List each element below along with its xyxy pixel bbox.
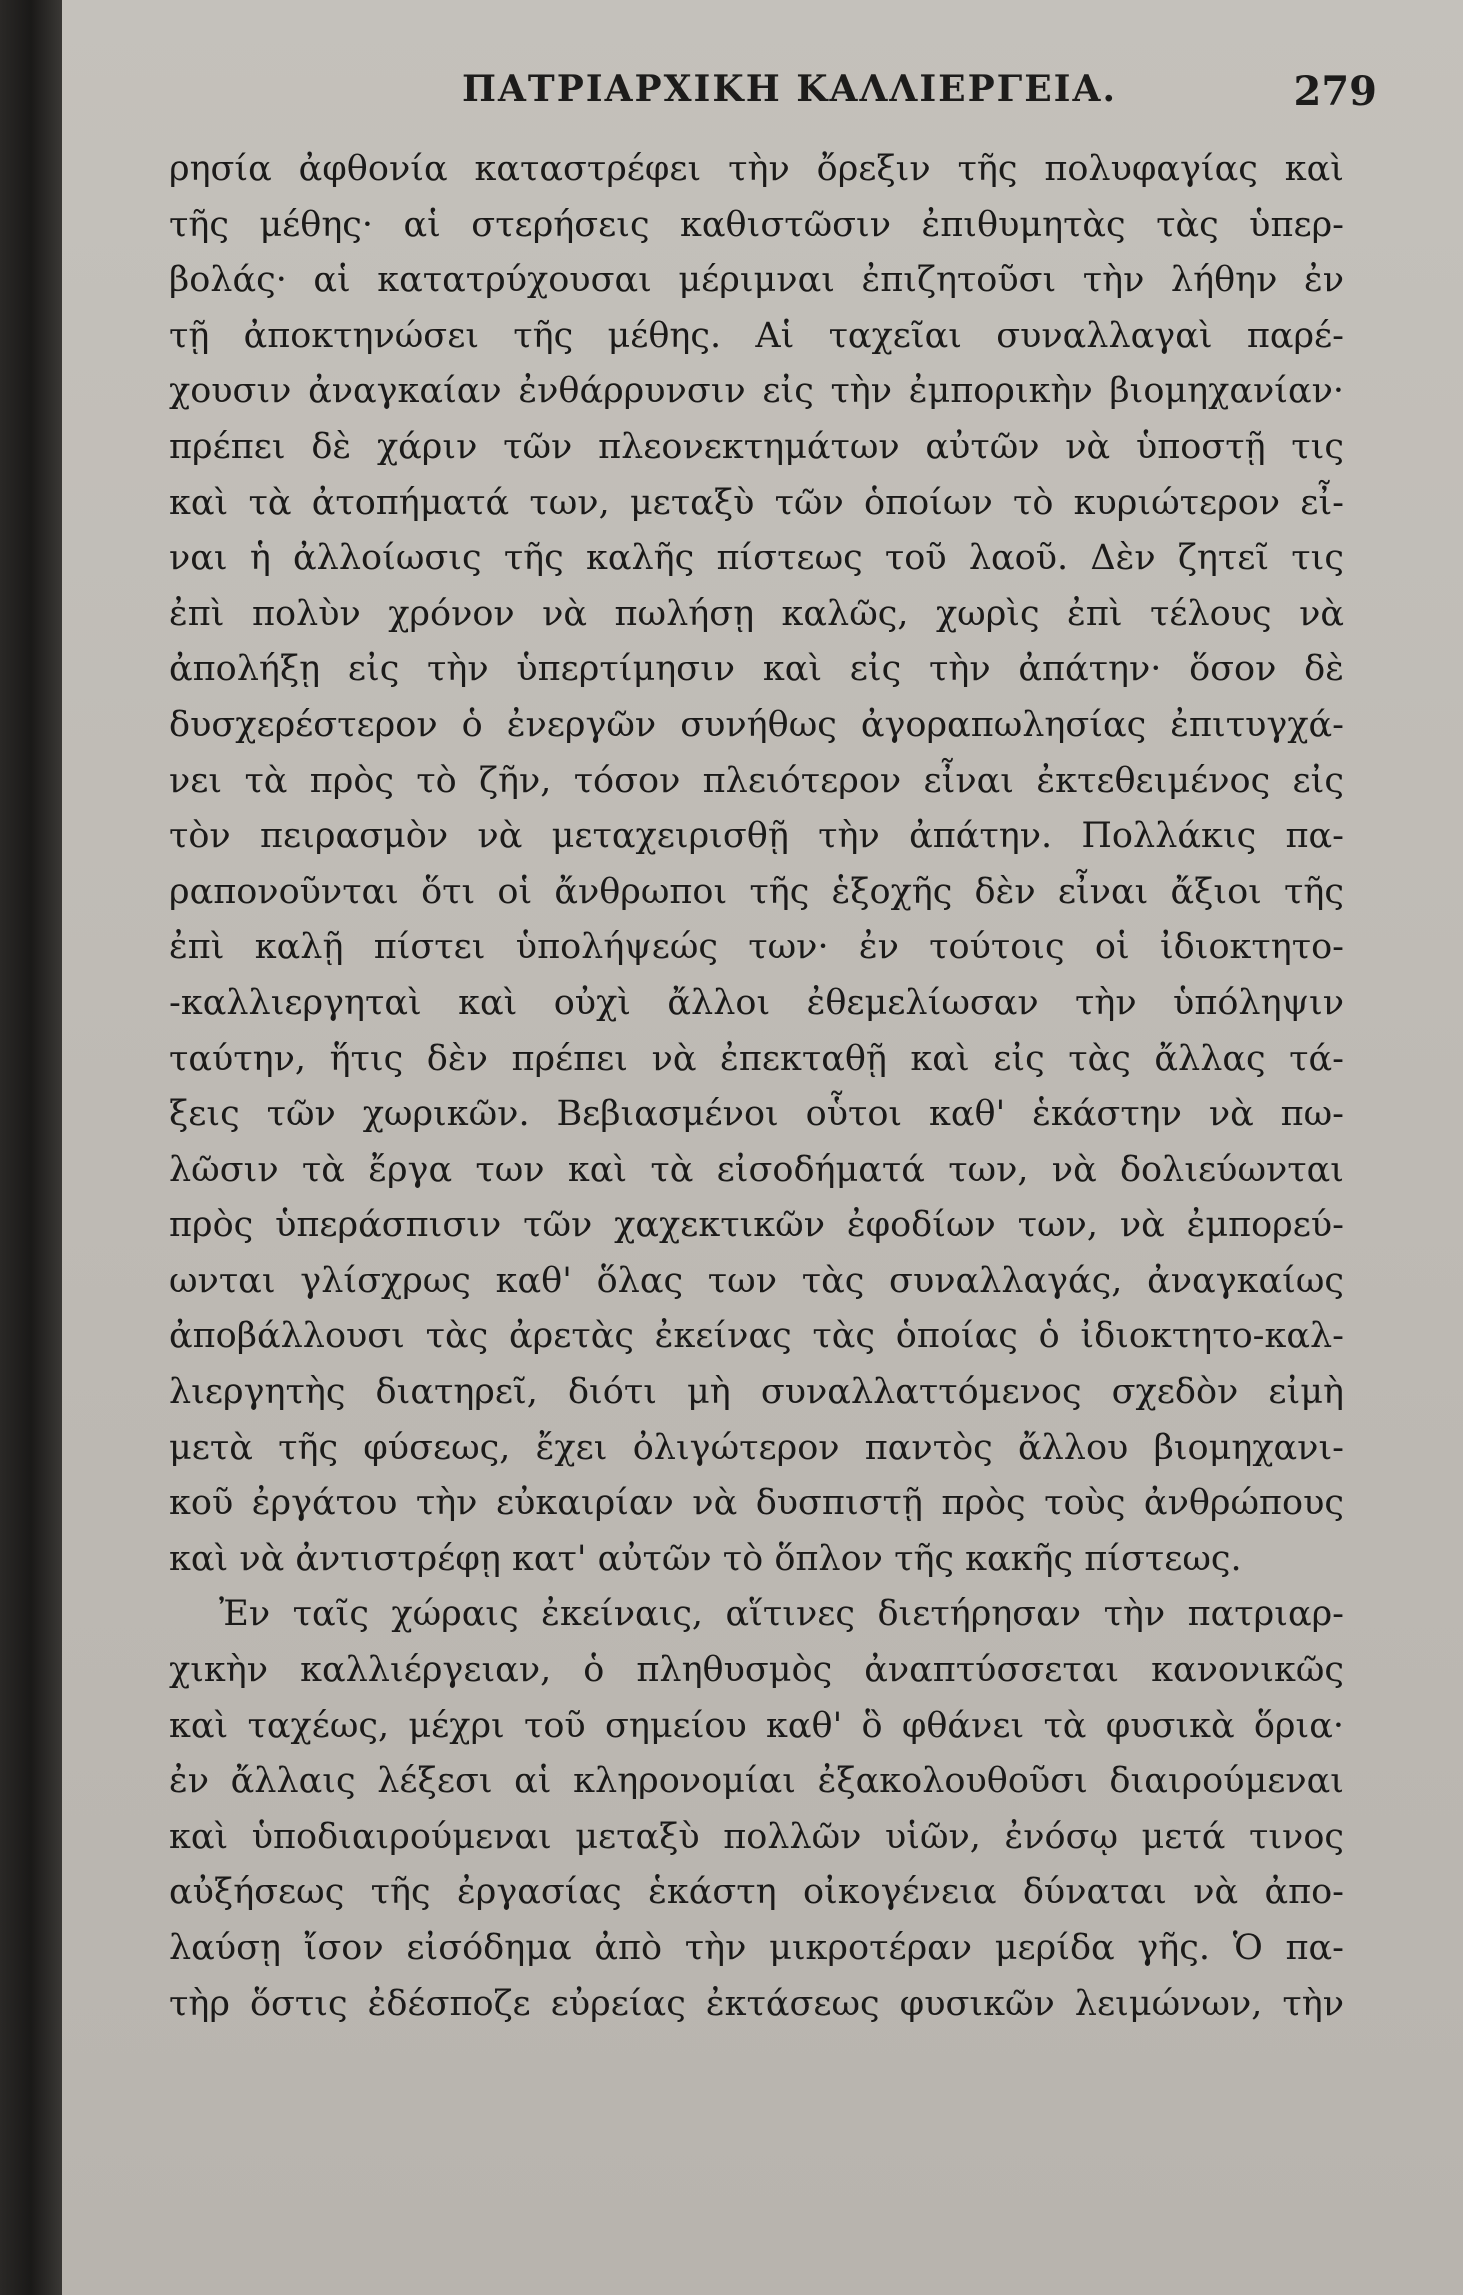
text-line: χικὴν καλλιέργειαν, ὁ πληθυσμὸς ἀναπτύσσεται κανονικῶς [169, 1650, 1344, 1691]
text-line: ξεις τῶν χωρικῶν. Βεβιασμένοι οὗτοι καθ' ἑκάστην νὰ πω- [169, 1094, 1344, 1135]
text-line: χουσιν ἀναγκαίαν ἐνθάρρυνσιν εἰς τὴν ἐμπορικὴν βιομηχανίαν· [169, 371, 1344, 412]
text-line: πρὸς ὑπεράσπισιν τῶν χαχεκτικῶν ἐφοδίων των, νὰ ἐμπορεύ- [169, 1205, 1344, 1246]
text-line: -καλλιεργηταὶ καὶ οὐχὶ ἄλλοι ἐθεμελίωσαν τὴν ὑπόληψιν [169, 982, 1344, 1023]
text-line: ταύτην, ἥτις δὲν πρέπει νὰ ἐπεκταθῇ καὶ εἰς τὰς ἄλλας τά- [169, 1038, 1344, 1079]
paragraph-end-line: καὶ νὰ ἀντιστρέφῃ κατ' αὐτῶν τὸ ὅπλον τῆς κακῆς πίστεως. [169, 1538, 1242, 1579]
text-line: ἐπὶ πολὺν χρόνον νὰ πωλήσῃ καλῶς, χωρὶς ἐπὶ τέλους νὰ [169, 593, 1344, 634]
text-line: ναι ἡ ἀλλοίωσις τῆς καλῆς πίστεως τοῦ λαοῦ. Δὲν ζητεῖ τις [169, 538, 1344, 579]
text-line: καὶ τὰ ἀτοπήματά των, μεταξὺ τῶν ὁποίων τὸ κυριώτερον εἶ- [169, 482, 1344, 523]
text-line: καὶ ὑποδιαιρούμεναι μεταξὺ πολλῶν υἱῶν, ἐνόσῳ μετά τινος [169, 1816, 1344, 1857]
text-line: ραπονοῦνται ὅτι οἱ ἄνθρωποι τῆς ἑξοχῆς δὲν εἶναι ἄξιοι τῆς [169, 871, 1344, 912]
text-line: τὴρ ὅστις ἐδέσποζε εὐρείας ἐκτάσεως φυσικῶν λειμώνων, τὴν [169, 1983, 1344, 2024]
text-line: κοῦ ἐργάτου τὴν εὐκαιρίαν νὰ δυσπιστῇ πρὸς τοὺς ἀνθρώπους [169, 1483, 1344, 1524]
text-line: αὐξήσεως τῆς ἐργασίας ἑκάστη οἰκογένεια δύναται νὰ ἀπο- [169, 1872, 1344, 1913]
text-line: ἀπολήξῃ εἰς τὴν ὑπερτίμησιν καὶ εἰς τὴν ἀπάτην· ὅσον δὲ [169, 649, 1344, 690]
text-line: λιεργητὴς διατηρεῖ, διότι μὴ συναλλαττόμενος σχεδὸν εἰμὴ [169, 1372, 1344, 1413]
text-line: ἐν ἄλλαις λέξεσι αἱ κληρονομίαι ἐξακολουθοῦσι διαιρούμεναι [169, 1761, 1344, 1802]
paragraph-start-line: Ἐν ταῖς χώραις ἐκείναις, αἵτινες διετήρησαν τὴν πατριαρ- [219, 1594, 1344, 1635]
book-spine-shadow [0, 0, 62, 2295]
text-line: τῆς μέθης· αἱ στερήσεις καθιστῶσιν ἐπιθυμητὰς τὰς ὑπερ- [169, 204, 1344, 245]
text-line: δυσχερέστερον ὁ ἐνεργῶν συνήθως ἀγοραπωλησίας ἐπιτυγχά- [169, 704, 1344, 745]
running-head: ΠΑΤΡΙΑΡΧΙΚΗ ΚΑΛΛΙΕΡΓΕΙΑ. [462, 68, 1117, 110]
text-line: ρησία ἀφθονία καταστρέφει τὴν ὄρεξιν τῆς πολυφαγίας καὶ [169, 149, 1344, 189]
text-line: νει τὰ πρὸς τὸ ζῆν, τόσον πλειότερον εἶναι ἐκτεθειμένος εἰς [169, 760, 1344, 801]
text-line: τὸν πειρασμὸν νὰ μεταχειρισθῇ τὴν ἀπάτην. Πολλάκις πα- [169, 816, 1344, 857]
text-line: μετὰ τῆς φύσεως, ἔχει ὀλιγώτερον παντὸς ἄλλου βιομηχανι- [169, 1427, 1344, 1468]
book-page [62, 0, 1463, 2295]
text-line: καὶ ταχέως, μέχρι τοῦ σημείου καθ' ὃ φθάνει τὰ φυσικὰ ὅρια· [169, 1705, 1344, 1746]
text-line: λαύσῃ ἴσον εἰσόδημα ἀπὸ τὴν μικροτέραν μερίδα γῆς. Ὁ πα- [169, 1928, 1344, 1968]
text-line: τῇ ἀποκτηνώσει τῆς μέθης. Αἱ ταχεῖαι συναλλαγαὶ παρέ- [169, 315, 1344, 356]
text-line: ἀποβάλλουσι τὰς ἀρετὰς ἐκείνας τὰς ὁποίας ὁ ἰδιοκτητο-καλ- [169, 1316, 1344, 1357]
text-line: ωνται γλίσχρως καθ' ὅλας των τὰς συναλλαγάς, ἀναγκαίως [169, 1260, 1344, 1301]
page-header [202, 68, 1377, 118]
page-number: 279 [1293, 68, 1377, 115]
text-line: ἐπὶ καλῇ πίστει ὑπολήψεώς των· ἐν τούτοις οἱ ἰδιοκτητο- [169, 927, 1344, 968]
text-line: πρέπει δὲ χάριν τῶν πλεονεκτημάτων αὐτῶν νὰ ὑποστῇ τις [169, 426, 1344, 467]
text-line: βολάς· αἱ κατατρύχουσαι μέριμναι ἐπιζητοῦσι τὴν λήθην ἐν [169, 260, 1344, 301]
body-text [169, 142, 1344, 2032]
text-line: λῶσιν τὰ ἔργα των καὶ τὰ εἰσοδήματά των, νὰ δολιεύωνται [169, 1149, 1344, 1190]
